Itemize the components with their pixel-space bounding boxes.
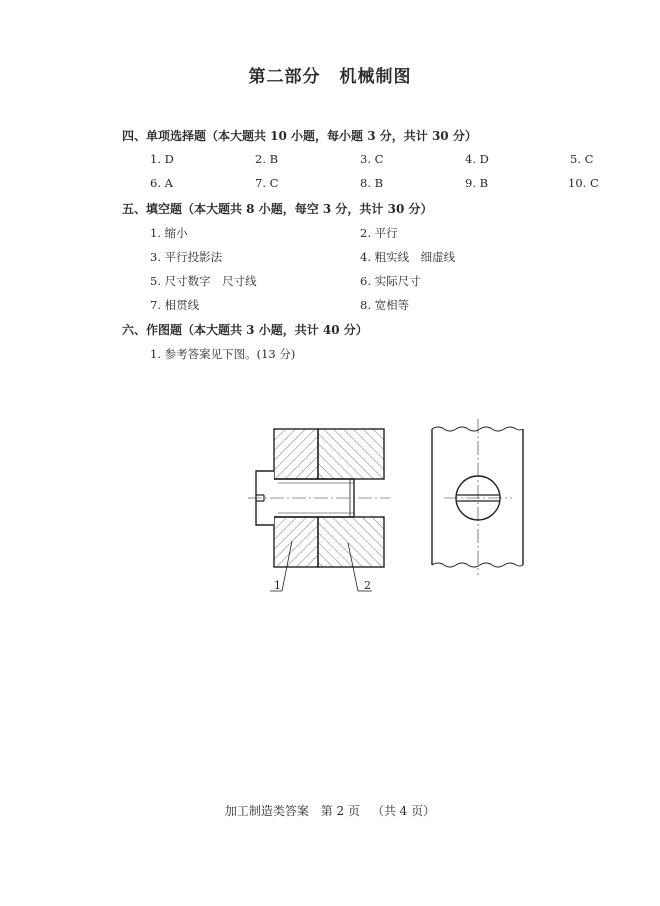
mc-answer-2: 2. B xyxy=(255,152,279,166)
fill-answer-3: 3. 平行投影法 xyxy=(150,250,223,264)
mc-answer-10: 10. C xyxy=(568,176,599,190)
part-label-1: 1 xyxy=(274,579,281,592)
break-line-bottom xyxy=(432,563,523,567)
mc-answer-3: 3. C xyxy=(360,152,384,166)
page-footer xyxy=(0,802,660,819)
section6-heading: 六、作图题（本大题共 3 小题，共计 40 分） xyxy=(122,323,368,337)
fill-answer-1: 1. 缩小 xyxy=(150,226,188,240)
footer-page-number: 第 2 页 xyxy=(320,804,360,818)
fill-answer-4: 4. 粗实线 细虚线 xyxy=(360,250,456,264)
side-view xyxy=(432,419,523,575)
part2-lower-section xyxy=(318,517,384,567)
fill-answer-5: 5. 尺寸数字 尺寸线 xyxy=(150,274,257,288)
mc-answer-5: 5. C xyxy=(570,152,594,166)
engineering-drawing xyxy=(230,415,530,595)
mc-answer-4: 4. D xyxy=(465,152,489,166)
part1-lower-section xyxy=(274,517,318,567)
part-name: 机械制图 xyxy=(339,67,412,87)
part2-upper-section xyxy=(318,429,384,479)
part-label-2: 2 xyxy=(364,579,371,592)
mc-answer-6: 6. A xyxy=(150,176,173,190)
mc-answer-7: 7. C xyxy=(255,176,279,190)
mc-answer-8: 8. B xyxy=(360,176,384,190)
footer-page-total: （共 4 页） xyxy=(371,804,436,818)
part1-upper-section xyxy=(274,429,318,479)
fill-answer-8: 8. 宽相等 xyxy=(360,298,410,312)
page-title xyxy=(0,62,660,87)
part-label: 第二部分 xyxy=(248,67,321,87)
footer-doc-title: 加工制造类答案 xyxy=(224,804,309,818)
mc-answer-9: 9. B xyxy=(465,176,489,190)
fill-answer-7: 7. 相贯线 xyxy=(150,298,200,312)
mc-answer-1: 1. D xyxy=(150,152,174,166)
fill-answer-2: 2. 平行 xyxy=(360,226,398,240)
fill-answer-6: 6. 实际尺寸 xyxy=(360,274,421,288)
section4-heading: 四、单项选择题（本大题共 10 小题，每小题 3 分，共计 30 分） xyxy=(122,129,477,143)
break-line-top xyxy=(432,427,523,431)
section5-heading: 五、填空题（本大题共 8 小题，每空 3 分，共计 30 分） xyxy=(122,202,433,216)
section-view xyxy=(248,429,390,592)
drawing-answer-1: 1. 参考答案见下图。(13 分) xyxy=(150,347,296,361)
